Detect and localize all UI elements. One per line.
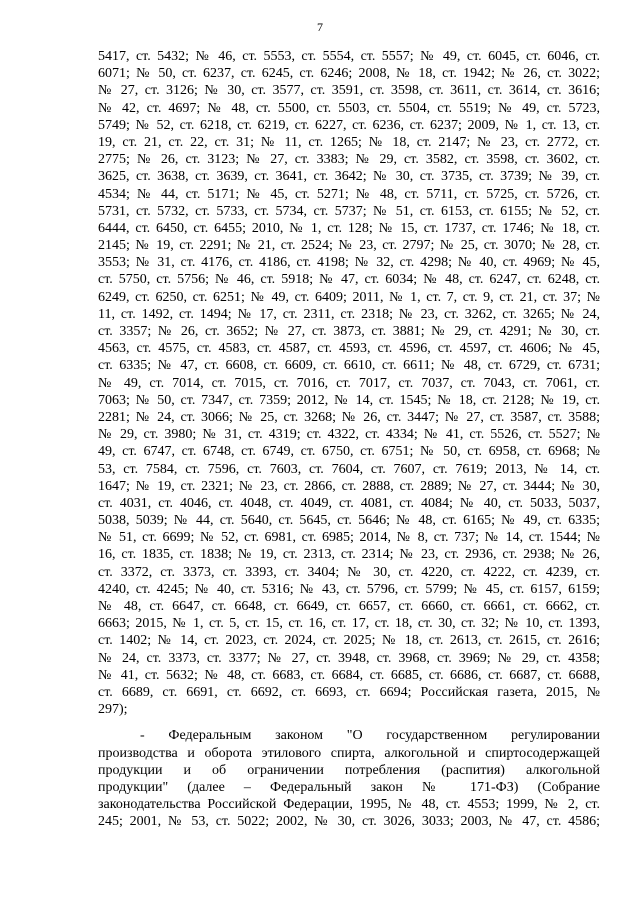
text-line: 2775; № 26, ст. 3123; № 27, ст. 3383; № 29, ст. 3582, ст. 3598, ст. 3602, ст. (98, 152, 600, 168)
text-line: 16, ст. 1835, ст. 1838; № 19, ст. 2313, ст. 2314; № 23, ст. 2936, ст. 2938; № 26, (98, 547, 600, 563)
text-line: 5731, ст. 5732, ст. 5733, ст. 5734, ст. 5737; № 51, ст. 6153, ст. 6155; № 52, ст. (98, 203, 600, 219)
document-body (98, 48, 600, 830)
text-line: 5038, 5039; № 44, ст. 5640, ст. 5645, ст. 5646; № 48, ст. 6165; № 49, ст. 6335; (98, 513, 600, 529)
text-line: ст. 5750, ст. 5756; № 46, ст. 5918; № 47, ст. 6034; № 48, ст. 6247, ст. 6248, ст. (98, 272, 600, 288)
text-line: 245; 2001, № 53, ст. 5022; 2002, № 30, ст. 3026, 3033; 2003, № 47, ст. 4586; (98, 814, 600, 830)
text-line: 4563, ст. 4575, ст. 4583, ст. 4587, ст. 4593, ст. 4596, ст. 4597, ст. 4606; № 45, (98, 341, 600, 357)
text-line: 297); (98, 702, 128, 718)
law-paragraph (98, 727, 600, 830)
text-line: № 24, ст. 3373, ст. 3377; № 27, ст. 3948, ст. 3968, ст. 3969; № 29, ст. 4358; (98, 650, 600, 666)
text-line: законодательства Российской Федерации, 1995, № 48, ст. 4553; 1999, № 2, ст. (98, 797, 600, 813)
text-line: № 27, ст. 3126; № 30, ст. 3577, ст. 3591, ст. 3598, ст. 3611, ст. 3614, ст. 3616; (98, 83, 600, 99)
text-line: № 48, ст. 6647, ст. 6648, ст. 6649, ст. 6657, ст. 6660, ст. 6661, ст. 6662, ст. (98, 599, 600, 614)
text-line: 3553; № 31, ст. 4176, ст. 4186, ст. 4198; № 32, ст. 4298; № 40, ст. 4969; № 45, (98, 255, 600, 271)
page-number: 7 (317, 20, 323, 34)
text-line: 6663; 2015, № 1, ст. 5, ст. 15, ст. 16, ст. 17, ст. 18, ст. 30, ст. 32; № 10, ст. 1393, (98, 616, 600, 632)
text-line: ст. 6689, ст. 6691, ст. 6692, ст. 6693, ст. 6694; Российская газета, 2015, № (98, 684, 600, 700)
text-line: продукции" (далее – Федеральный закон № 171-ФЗ) (Собрание (98, 779, 600, 795)
citation-paragraph (98, 48, 600, 718)
text-line: ст. 3372, ст. 3373, ст. 3393, ст. 3404; № 30, ст. 4220, ст. 4222, ст. 4239, ст. (98, 564, 600, 580)
text-line: 1647; № 19, ст. 2321; № 23, ст. 2866, ст. 2888, ст. 2889; № 27, ст. 3444; № 30, (98, 478, 600, 494)
text-line: производства и оборота этилового спирта, алкогольной и спиртосодержащей (98, 745, 600, 761)
text-line: ст. 6335; № 47, ст. 6608, ст. 6609, ст. 6610, ст. 6611; № 48, ст. 6729, ст. 6731; (98, 358, 600, 374)
text-line: 2145; № 19, ст. 2291; № 21, ст. 2524; № 23, ст. 2797; № 25, ст. 3070; № 28, ст. (98, 238, 600, 254)
text-line: 3625, ст. 3638, ст. 3639, ст. 3641, ст. 3642; № 30, ст. 3735, ст. 3739; № 39, ст. (98, 169, 600, 185)
text-line: 19, ст. 21, ст. 22, ст. 31; № 11, ст. 1265; № 18, ст. 2147; № 23, ст. 2772, ст. (98, 134, 600, 150)
text-line: № 51, ст. 6699; № 52, ст. 6981, ст. 6985; 2014, № 8, ст. 737; № 14, ст. 1544; № (98, 530, 600, 546)
text-line: 2281; № 24, ст. 3066; № 25, ст. 3268; № 26, ст. 3447; № 27, ст. 3587, ст. 3588; (98, 409, 600, 425)
text-line: № 42, ст. 4697; № 48, ст. 5500, ст. 5503, ст. 5504, ст. 5519; № 49, ст. 5723, (98, 100, 600, 116)
text-line: 7063; № 50, ст. 7347, ст. 7359; 2012, № 14, ст. 1545; № 18, ст. 2128; № 19, ст. (98, 392, 600, 408)
text-line: 6071; № 50, ст. 6237, ст. 6245, ст. 6246; 2008, № 18, ст. 1942; № 26, ст. 3022; (98, 66, 600, 82)
text-line: - Федеральным законом "О государственном регулировании (140, 728, 600, 744)
text-line: 6249, ст. 6250, ст. 6251; № 49, ст. 6409; 2011, № 1, ст. 7, ст. 9, ст. 21, ст. 37; № (98, 289, 600, 305)
text-line: 5417, ст. 5432; № 46, ст. 5553, ст. 5554, ст. 5557; № 49, ст. 6045, ст. 6046, ст. (98, 49, 600, 64)
text-line: № 41, ст. 5632; № 48, ст. 6683, ст. 6684, ст. 6685, ст. 6686, ст. 6687, ст. 6688, (98, 667, 600, 683)
text-line: продукции и об ограничении потребления (распития) алкогольной (98, 762, 600, 778)
text-line: 53, ст. 7584, ст. 7596, ст. 7603, ст. 7604, ст. 7607, ст. 7619; 2013, № 14, ст. (98, 461, 600, 477)
text-line: ст. 1402; № 14, ст. 2023, ст. 2024, ст. 2025; № 18, ст. 2613, ст. 2615, ст. 2616; (98, 633, 600, 649)
text-line: 11, ст. 1492, ст. 1494; № 17, ст. 2311, ст. 2318; № 23, ст. 3262, ст. 3265; № 24, (98, 306, 600, 322)
text-line: ст. 4031, ст. 4046, ст. 4048, ст. 4049, ст. 4081, ст. 4084; № 40, ст. 5033, 5037, (98, 495, 600, 511)
text-line: № 29, ст. 3980; № 31, ст. 4319; ст. 4322, ст. 4334; № 41, ст. 5526, ст. 5527; № (98, 427, 600, 443)
text-line: 5749; № 52, ст. 6218, ст. 6219, ст. 6227, ст. 6236, ст. 6237; 2009, № 1, ст. 13, ст. (98, 117, 600, 133)
text-line: № 49, ст. 7014, ст. 7015, ст. 7016, ст. 7017, ст. 7037, ст. 7043, ст. 7061, ст. (98, 375, 600, 391)
text-line: 6444, ст. 6450, ст. 6455; 2010, № 1, ст. 128; № 15, ст. 1737, ст. 1746; № 18, ст. (98, 220, 600, 236)
text-line: ст. 3357; № 26, ст. 3652; № 27, ст. 3873, ст. 3881; № 29, ст. 4291; № 30, ст. (98, 324, 600, 339)
paragraph-gap (98, 718, 600, 727)
text-line: 49, ст. 6747, ст. 6748, ст. 6749, ст. 6750, ст. 6751; № 50, ст. 6958, ст. 6968; № (98, 444, 600, 460)
text-line: 4240, ст. 4245; № 40, ст. 5316; № 43, ст. 5796, ст. 5799; № 45, ст. 6157, 6159; (98, 581, 600, 597)
text-line: 4534; № 44, ст. 5171; № 45, ст. 5271; № 48, ст. 5711, ст. 5725, ст. 5726, ст. (98, 186, 600, 202)
